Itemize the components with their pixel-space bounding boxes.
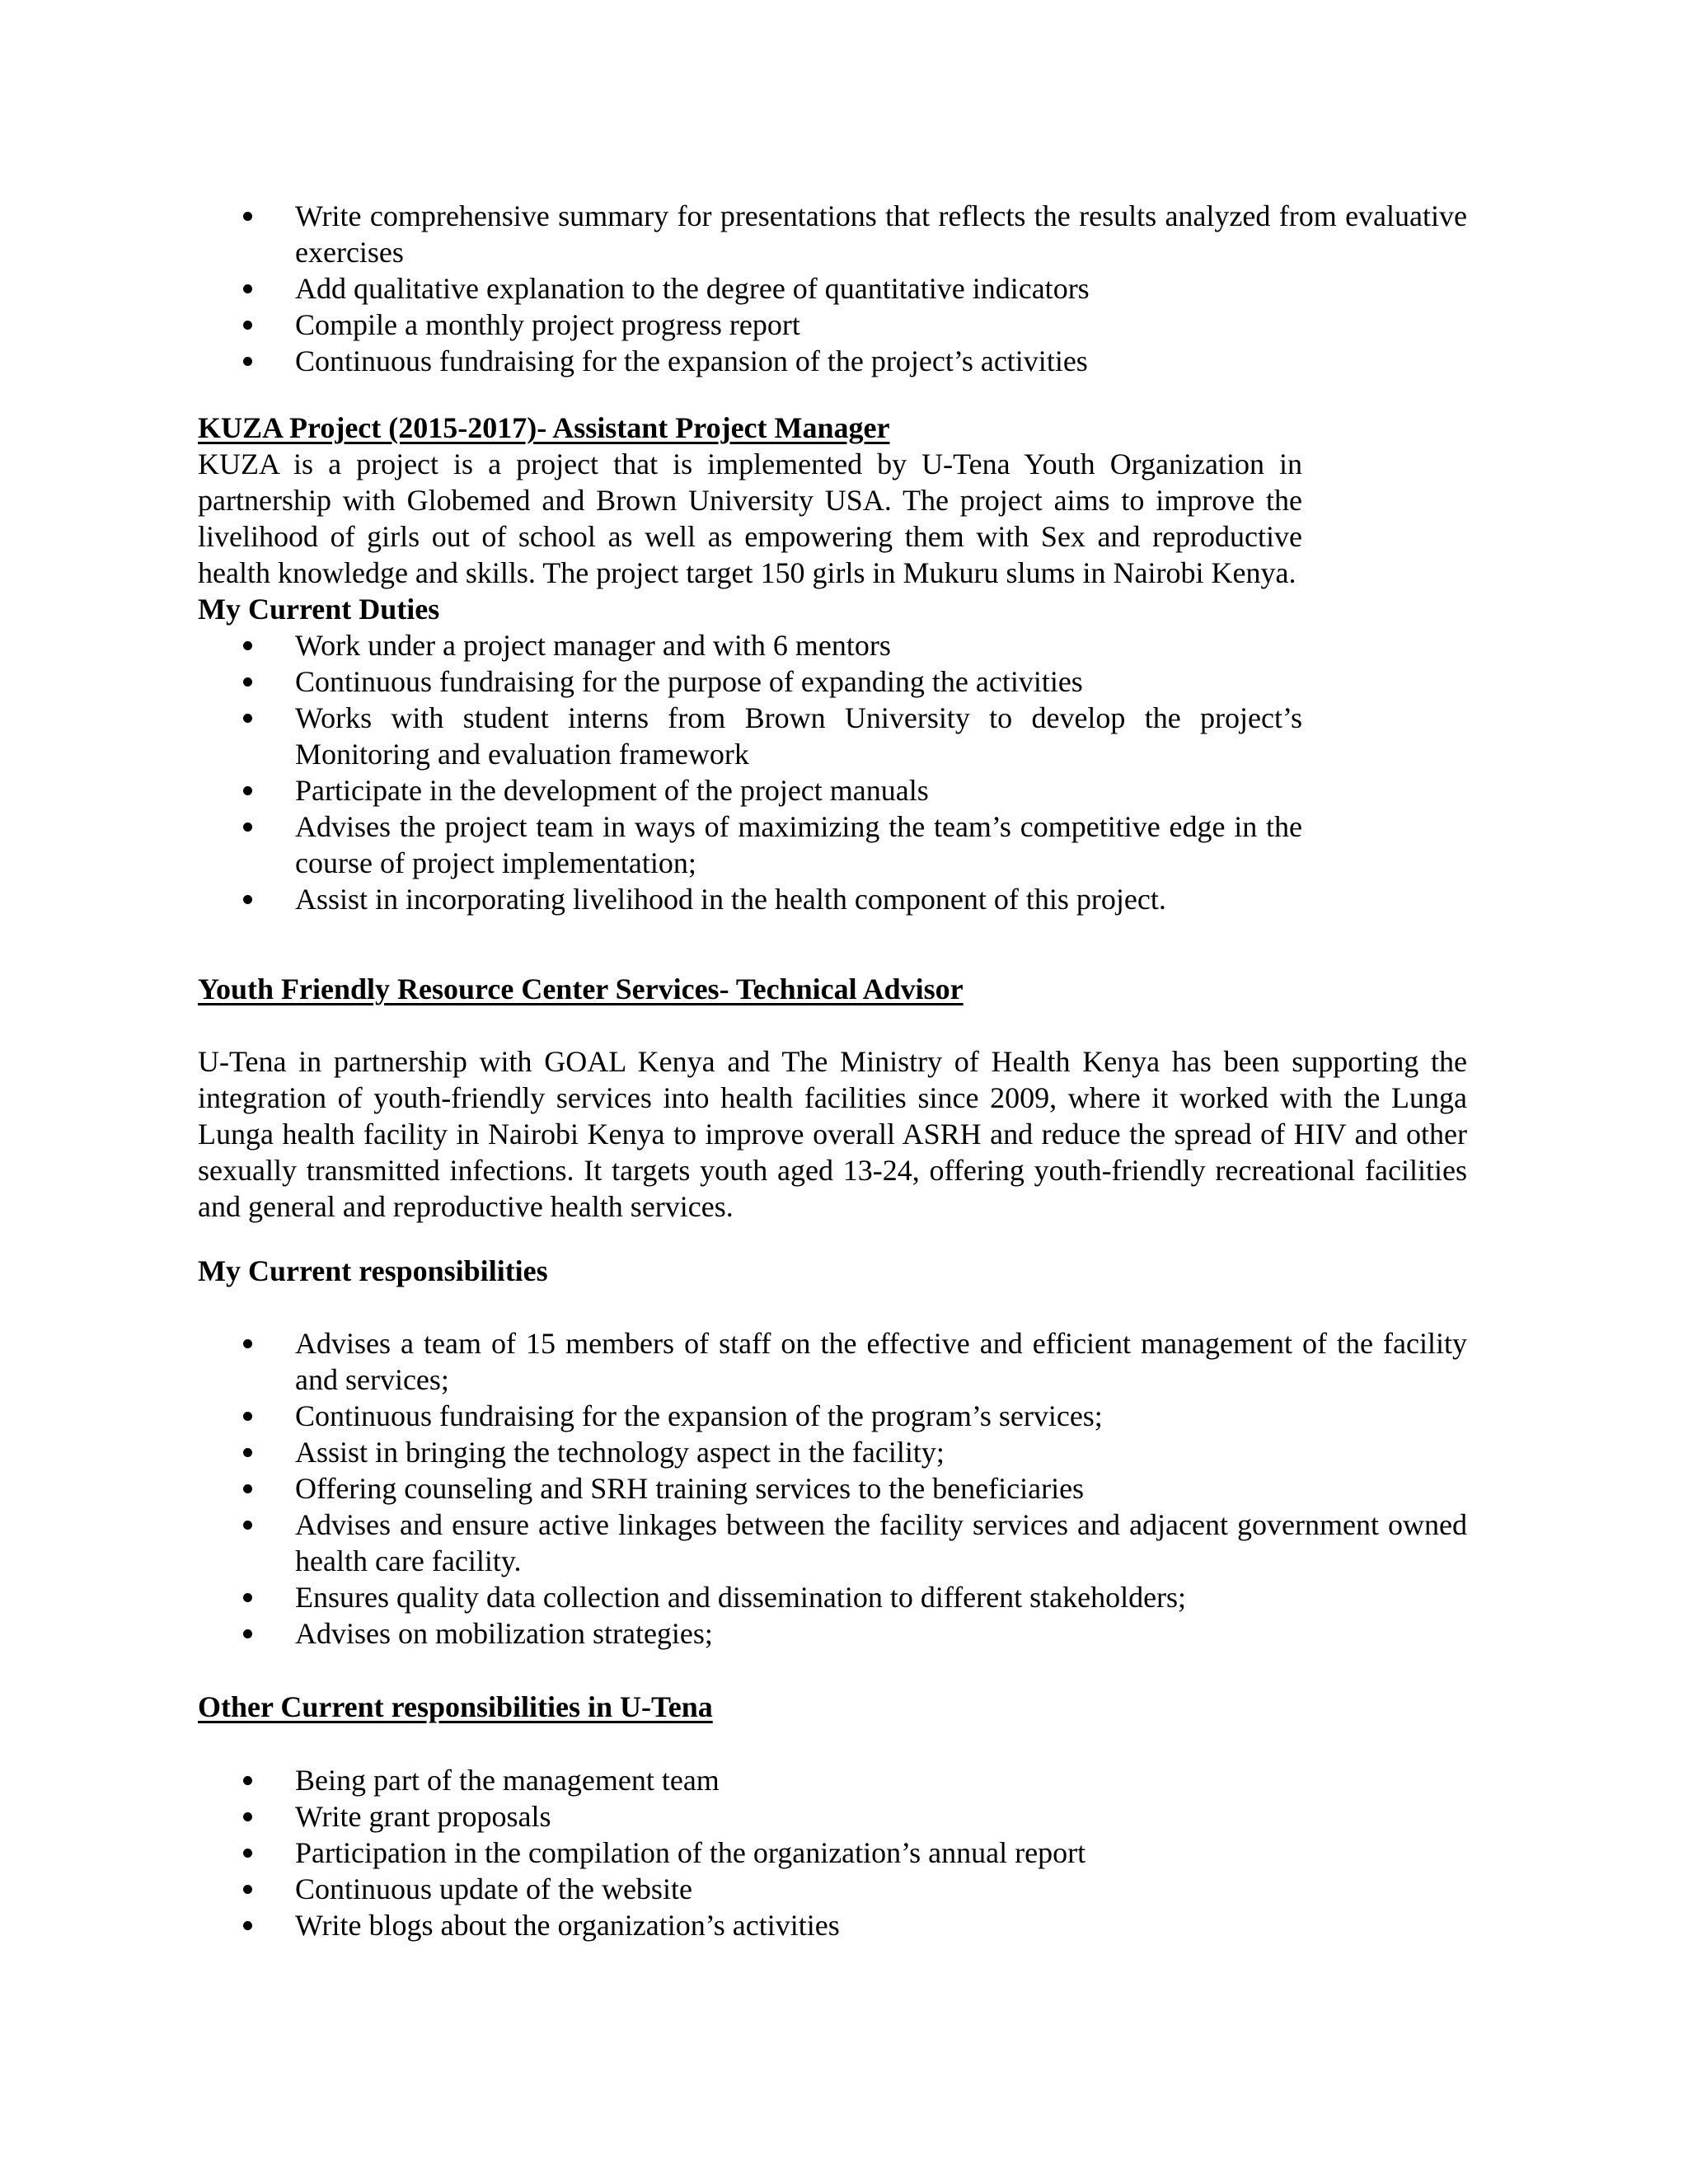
list-item: Work under a project manager and with 6 mentors (198, 627, 1302, 663)
bullet-icon (243, 321, 252, 330)
list-item: Assist in bringing the technology aspect in the facility; (198, 1434, 1467, 1470)
kuza-description: KUZA is a project is a project that is implemented by U-Tena Youth Organization in partnership with Globemed and Brown University USA. The project aims to improve the livelihood of girls out of school as well as empowering them with Sex and reproductive health knowledge and skills. The project target 150 girls in Mukuru slums in Nairobi Kenya. (198, 448, 1302, 589)
bullet-icon (243, 1776, 252, 1785)
bullet-icon (243, 823, 252, 832)
bullet-icon (243, 1521, 252, 1530)
yfrc-heading: Youth Friendly Resource Center Services- Technical Advisor (198, 972, 964, 1005)
list-item: Continuous fundraising for the expansion of the project’s activities (198, 343, 1467, 379)
list-item: Compile a monthly project progress report (198, 307, 1467, 343)
bullet-icon (243, 284, 252, 293)
yfrc-responsibilities-heading-block (198, 1253, 1467, 1289)
bullet-icon (243, 641, 252, 650)
bullet-icon (243, 1448, 252, 1457)
bullet-icon (243, 1339, 252, 1348)
bullet-icon (243, 1484, 252, 1493)
list-item: Participate in the development of the project manuals (198, 772, 1302, 808)
list-item: Continuous fundraising for the expansion of the program’s services; (198, 1398, 1467, 1434)
bullet-icon (243, 357, 252, 366)
kuza-section (198, 410, 1302, 917)
list-item: Advises the project team in ways of maximizing the team’s competitive edge in the course of project implementation; (198, 808, 1302, 881)
bullet-icon (243, 1629, 252, 1638)
list-item: Write comprehensive summary for presentations that reflects the results analyzed from evaluative exercises (198, 198, 1467, 270)
yfrc-responsibilities-list (198, 1325, 1467, 1652)
list-item: Participation in the compilation of the organization’s annual report (198, 1835, 1467, 1871)
list-item: Offering counseling and SRH training services to the beneficiaries (198, 1470, 1467, 1507)
bullet-icon (243, 1921, 252, 1930)
list-item: Works with student interns from Brown University to develop the project’s Monitoring and evaluation framework (198, 700, 1302, 772)
bullet-icon (243, 1593, 252, 1602)
list-item: Advises a team of 15 members of staff on the effective and efficient management of the facility and services; (198, 1325, 1467, 1398)
yfrc-section (198, 971, 1467, 1007)
yfrc-description: U-Tena in partnership with GOAL Kenya and The Ministry of Health Kenya has been supporting the integration of youth-friendly services into health facilities since 2009, where it worked with the Lunga Lunga health facility in Nairobi Kenya to improve overall ASRH and reduce the spread of HIV and other sexually transmitted infections. It targets youth aged 13-24, offering youth-friendly recreational facilities and general and reproductive health services. (198, 1045, 1467, 1223)
list-item: Ensures quality data collection and dissemination to different stakeholders; (198, 1579, 1467, 1615)
bullet-icon (243, 1812, 252, 1821)
bullet-icon (243, 786, 252, 795)
yfrc-responsibilities-heading: My Current responsibilities (198, 1254, 548, 1287)
list-item: Write grant proposals (198, 1798, 1467, 1835)
top-bullet-list (198, 198, 1467, 379)
bullet-icon (243, 1849, 252, 1858)
bullet-icon (243, 1885, 252, 1894)
list-item: Advises on mobilization strategies; (198, 1615, 1467, 1652)
list-item: Add qualitative explanation to the degree of quantitative indicators (198, 270, 1467, 307)
yfrc-description-block (198, 1043, 1467, 1225)
bullet-icon (243, 212, 252, 221)
list-item: Write blogs about the organization’s activities (198, 1907, 1467, 1943)
kuza-duties-heading: My Current Duties (198, 593, 440, 626)
list-item: Continuous fundraising for the purpose of expanding the activities (198, 663, 1302, 700)
bullet-icon (243, 1412, 252, 1421)
other-list (198, 1762, 1467, 1943)
kuza-heading: KUZA Project (2015-2017)- Assistant Project Manager (198, 411, 890, 444)
other-heading-block (198, 1689, 1467, 1725)
list-item: Advises and ensure active linkages between the facility services and adjacent government owned health care facility. (198, 1507, 1467, 1579)
other-heading: Other Current responsibilities in U-Tena (198, 1690, 713, 1723)
bullet-icon (243, 895, 252, 904)
bullet-icon (243, 677, 252, 687)
bullet-icon (243, 714, 252, 723)
list-item: Assist in incorporating livelihood in the health component of this project. (198, 881, 1302, 917)
list-item: Continuous update of the website (198, 1871, 1467, 1907)
list-item: Being part of the management team (198, 1762, 1467, 1798)
